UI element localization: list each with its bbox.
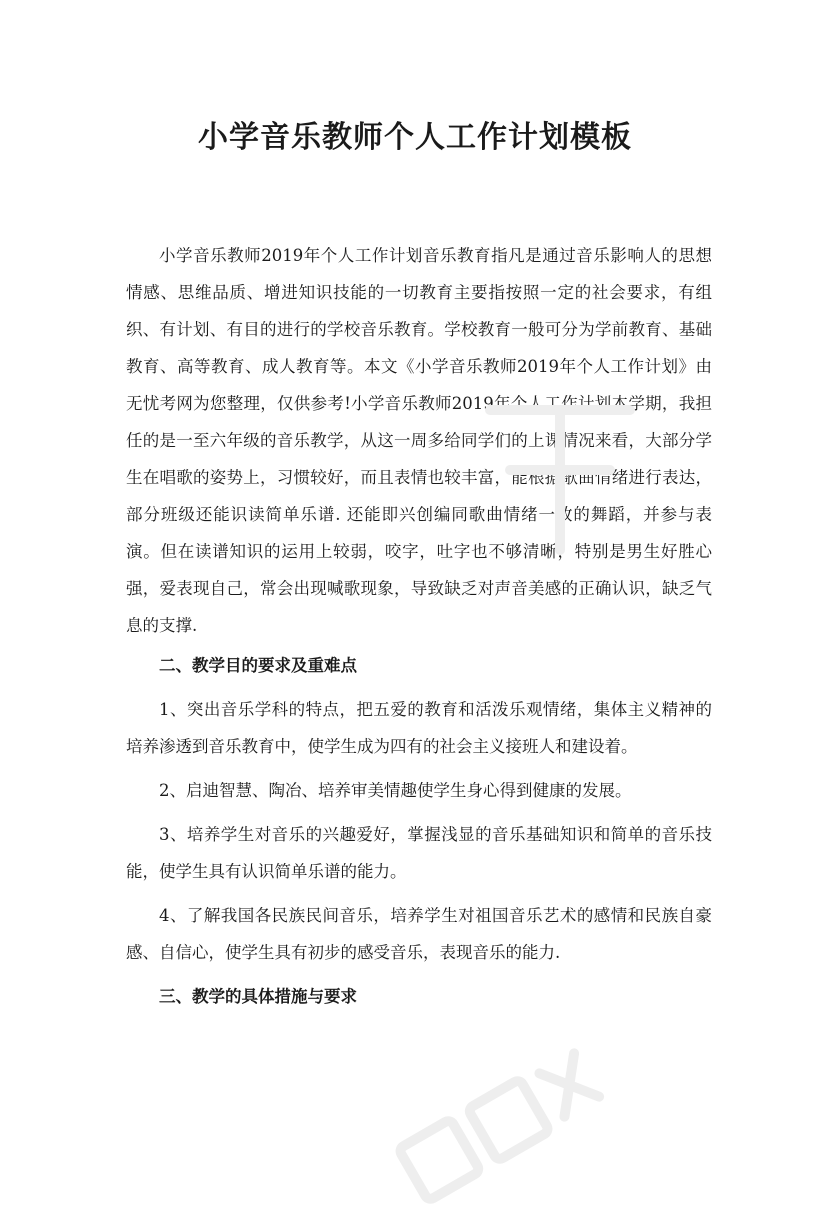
- list-item: 1、突出音乐学科的特点，把五爱的教育和活泼乐观情绪，集体主义精神的培养渗透到音乐教育中，使学生成为四有的社会主义接班人和建设着。: [126, 700, 712, 756]
- intro-paragraph: 小学音乐教师2019年个人工作计划音乐教育指凡是通过音乐影响人的思想情感、思维品质、增进知识技能的一切教育主要指按照一定的社会要求，有组织、有计划、有目的进行的学校音乐教育。学校教育一般可分为学前教育、基础教育、高等教育、成人教育等。本文《小学音乐教师2019年个人工作计划》由无忧考网为您整理，仅供参考!小学音乐教师2019年个人工作计划本学期，我担任的是一至六年级的音乐教学，从这一周多给同学们的上课情况来看，大部分学生在唱歌的姿势上，习惯较好，而且表情也较丰富，能根据歌曲情绪进行表达，部分班级还能识读简单乐谱. 还能即兴创编同歌曲情绪一致的舞蹈，并参与表演。但在读谱知识的运用上较弱，咬字，吐字也不够清晰，特别是男生好胜心强，爱表现自己，常会出现喊歌现象，导致缺乏对声音美感的正确认识，缺乏气息的支撑.: [126, 246, 712, 635]
- section-heading-measures: 三、教学的具体措施与要求: [159, 987, 357, 1006]
- watermark-mark-bottom: [374, 1026, 627, 1224]
- document-body: [126, 237, 712, 1022]
- list-item: 2、启迪智慧、陶冶、培养审美情趣使学生身心得到健康的发展。: [159, 781, 632, 800]
- list-item: 3、培养学生对音乐的兴趣爱好，掌握浅显的音乐基础知识和简单的音乐技能，使学生具有认识简单乐谱的能力。: [126, 825, 712, 881]
- section-heading-goals: 二、教学目的要求及重难点: [159, 656, 357, 675]
- list-item: 4、了解我国各民族民间音乐，培养学生对祖国音乐艺术的感情和民族自豪感、自信心，使学生具有初步的感受音乐，表现音乐的能力.: [126, 906, 712, 962]
- document-title: 小学音乐教师个人工作计划模板: [198, 120, 632, 155]
